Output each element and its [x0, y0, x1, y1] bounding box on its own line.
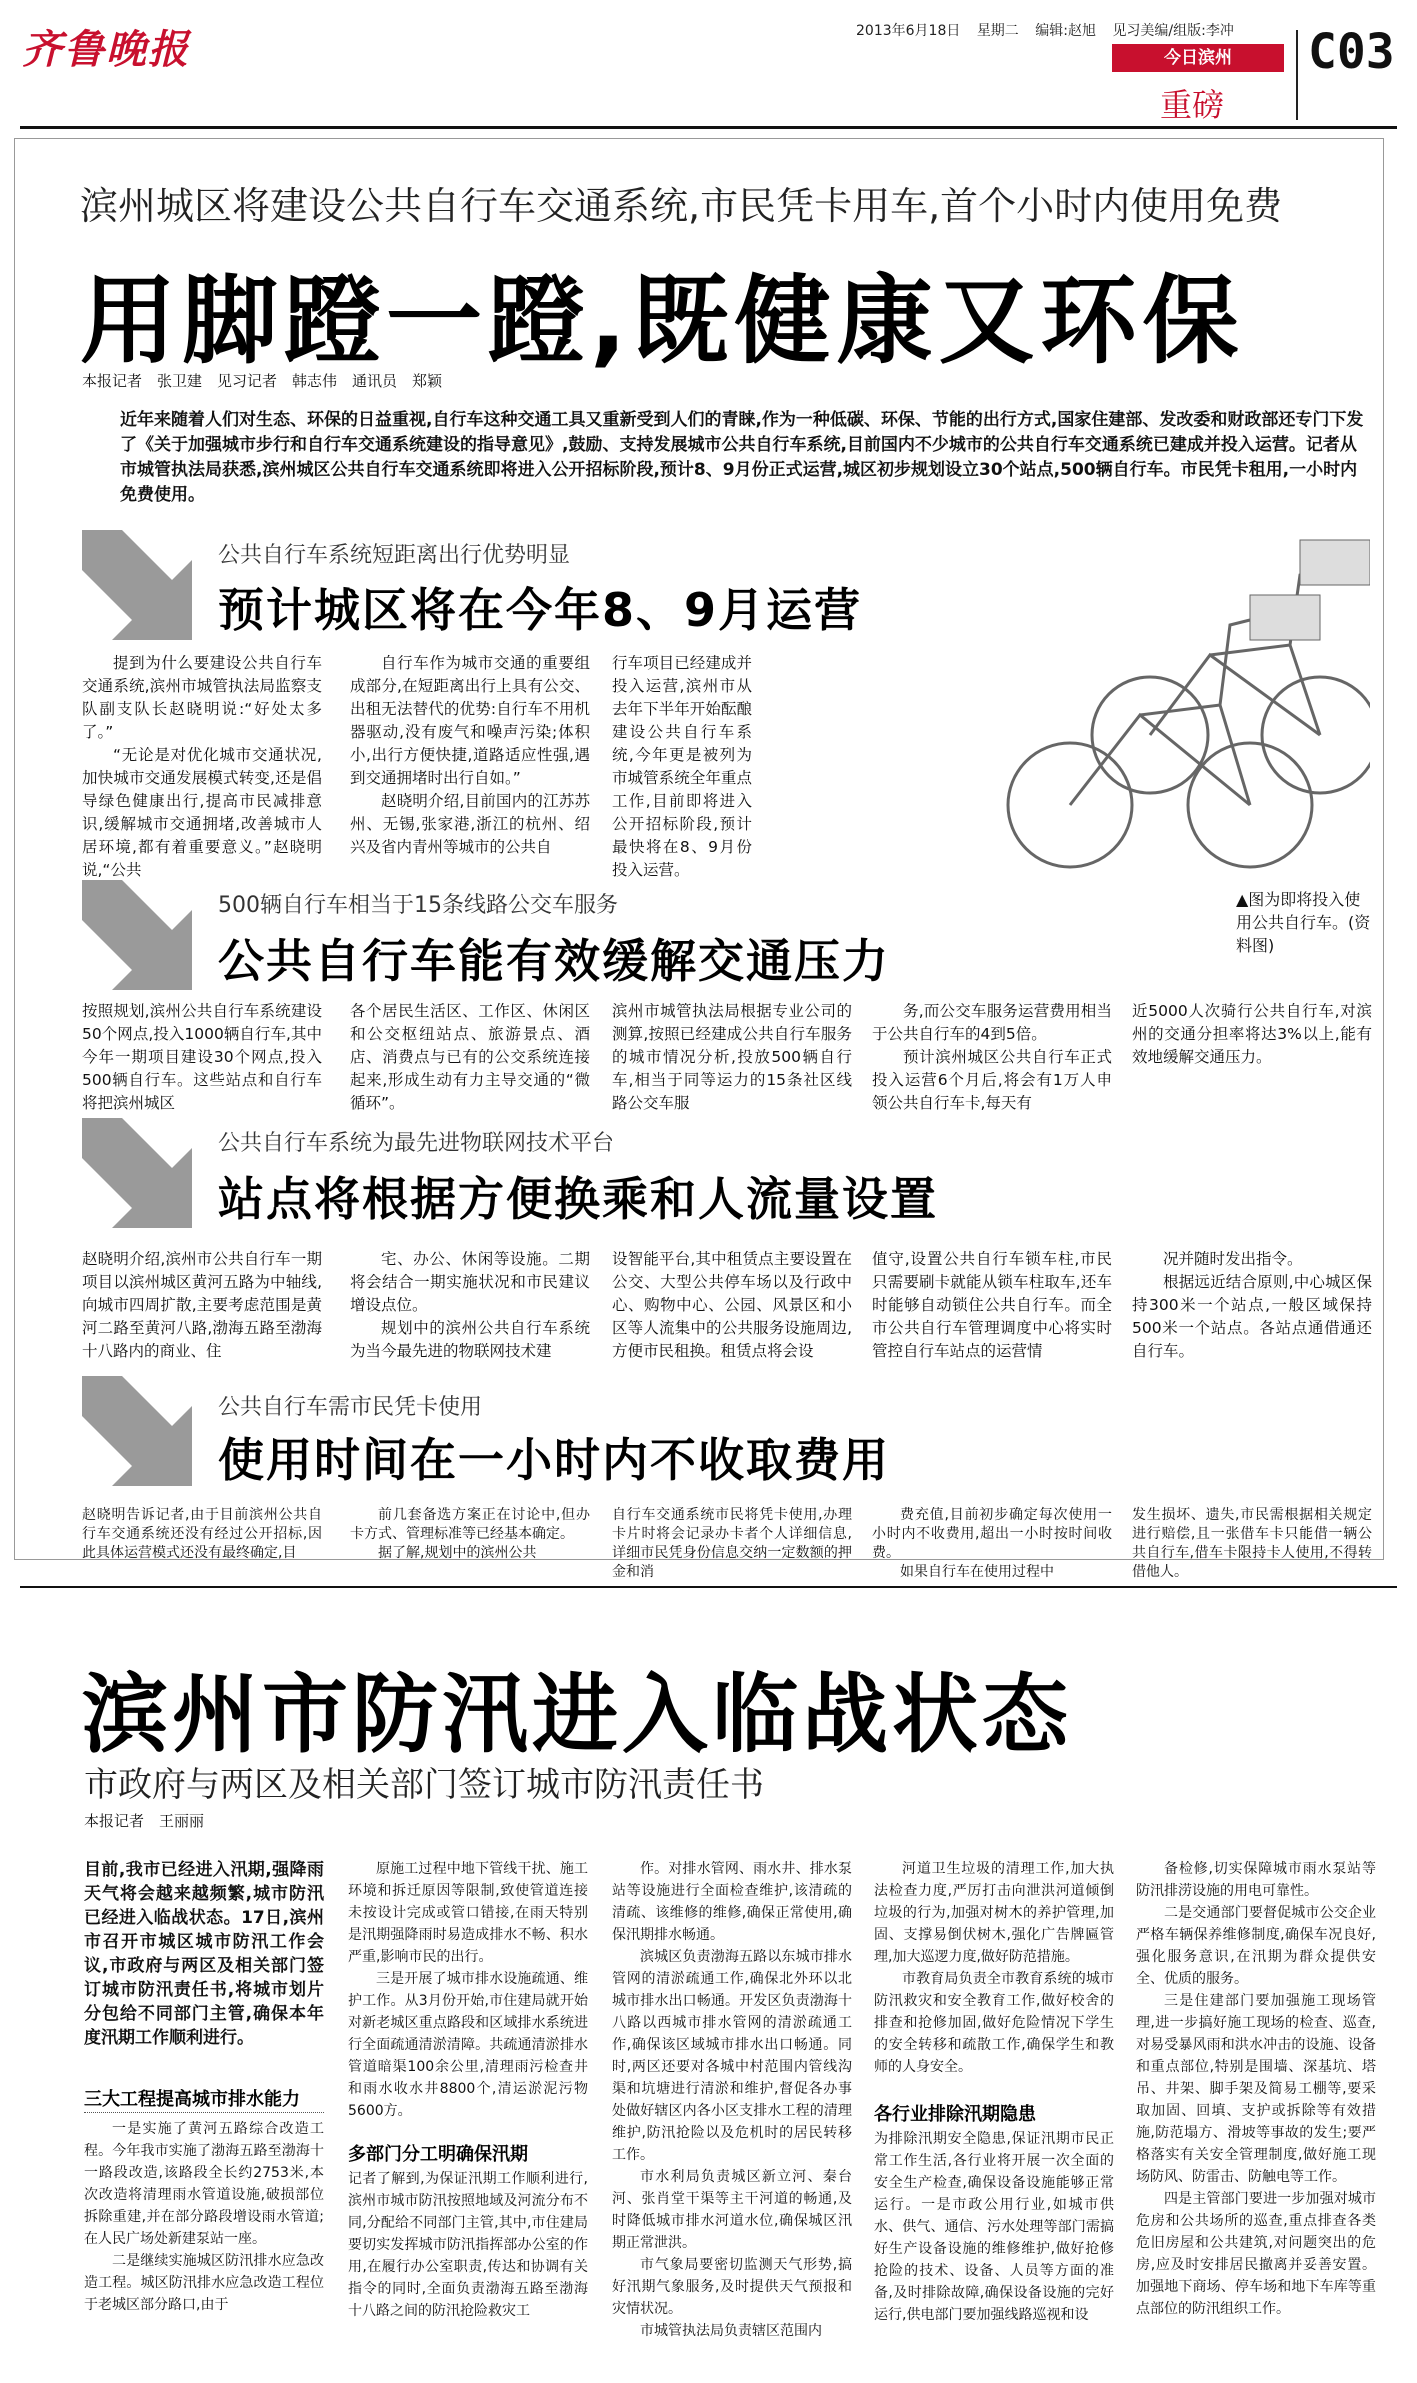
flood-kicker: 市政府与两区及相关部门签订城市防汛责任书: [84, 1765, 764, 1805]
section2-headline: 公共自行车能有效缓解交通压力: [218, 934, 890, 988]
masthead-rule: [20, 126, 1397, 129]
lead-byline: 本报记者 张卫建 见习记者 韩志伟 通讯员 郑颖: [82, 372, 443, 390]
section2-col5: 近5000人次骑行公共自行车,对滨州的交通分担率将达3%以上,能有效地缓解交通压力。: [1132, 1002, 1372, 1066]
section2-col3: 滨州市城管执法局根据专业公司的测算,按照已经建成公共自行车服务的城市情况分析,投放500辆自行车,相当于同等运力的15条社区线路公交车服: [612, 1002, 852, 1112]
section-tab: 今日滨州: [1112, 44, 1284, 72]
lead-lede: 近年来随着人们对生态、环保的日益重视,自行车这种交通工具又重新受到人们的青睐,作为一种低碳、环保、节能的出行方式,国家住建部、发改委和财政部还专门下发了《关于加强城市步行和自行车交通系统建设的指导意见》,鼓励、支持发展城市公共自行车系统,目前国内不少城市的公共自行车交通系统已建成并投入运营。记者从市城管执法局获悉,滨州城区公共自行车交通系统即将进入公开招标阶段,预计8、9月份正式运营,城区初步规划设立30个站点,500辆自行车。市民凭卡租用,一小时内免费使用。: [120, 410, 1364, 505]
section4-col1: 赵晓明告诉记者,由于目前滨州公共自行车交通系统还没有经过公开招标,因此具体运营模式还没有最终确定,目: [82, 1507, 322, 1561]
designer-credit: 见习美编/组版:李冲: [1112, 23, 1234, 39]
section1-col2: 自行车作为城市交通的重要组成部分,在短距离出行上具有公交、出租无法替代的优势:自行车不用机器驱动,没有废气和噪声污染;体积小,出行方便快捷,道路适应性强,遇到交通拥堵时出行自如。” 赵晓明介绍,目前国内的江苏苏州、无锡,张家港,浙江的杭州、绍兴及省内青州等城市的公共自: [350, 654, 590, 856]
flood-col2b: 记者了解到,为保证汛期工作顺利进行,滨州市城市防汛按照地域及河流分布不同,分配给不同部门主管,其中,市住建局要切实发挥城市防汛指挥部办公室的作用,在履行办公室职责,传达和协调有关指令的同时,全面负责渤海五路至渤海十八路之间的防汛抢险救灾工: [348, 2171, 588, 2319]
flood-col2: 原施工过程中地下管线干扰、施工环境和拆迁原因等限制,致使管道连接未按设计完成或管口错接,在雨天特别是汛期强降雨时易造成排水不畅、积水严重,影响市民的出行。 三是开展了城市排水设施疏通、维护工作。从3月份开始,市住建局就开始对新老城区重点路段和区域排水系统进行全面疏通清淤清障。共疏通清淤排水管道暗渠100余公里,清理雨污检查井和雨水收水井8800个,清运淤泥污物5600方。: [348, 1861, 588, 2119]
section3-col1: 赵晓明介绍,滨州市公共自行车一期项目以滨州城区黄河五路为中轴线,向城市四周扩散,主要考虑范围是黄河二路至黄河八路,渤海五路至渤海十八路内的商业、住: [82, 1250, 322, 1360]
section1-headline: 预计城区将在今年8、9月运营: [218, 583, 863, 637]
masthead-divider: [1296, 30, 1298, 120]
page-number: C03: [1308, 24, 1395, 80]
section4-col2: 前几套备选方案正在讨论中,但办卡方式、管理标准等已经基本确定。 据了解,规划中的滨州公共: [350, 1507, 590, 1561]
photo-caption: ▲图为即将投入使用公共自行车。(资料图): [1236, 890, 1371, 955]
story-divider: [20, 1586, 1397, 1588]
section1-col3: 行车项目已经建成并投入运营,滨州市从去年下半年开始酝酿建设公共自行车系统,今年更是被列为市城管系统全年重点工作,目前即将进入公开招标阶段,预计最快将在8、9月份投入运营。: [612, 654, 752, 879]
section2-col2: 各个居民生活区、工作区、休闲区和公交枢纽站点、旅游景点、酒店、消费点与已有的公交系统连接起来,形成生动有力主导交通的“微循环”。: [350, 1002, 590, 1112]
section2-col1: 按照规划,滨州公共自行车系统建设50个网点,投入1000辆自行车,其中今年一期项目建设30个网点,投入500辆自行车。这些站点和自行车将把滨州城区: [82, 1002, 322, 1112]
newspaper-logo: 齐鲁晚报: [22, 26, 190, 73]
arrow-marker-icon: [82, 1118, 192, 1228]
flood-col5: 备检修,切实保障城市雨水泵站等防汛排涝设施的用电可靠性。 二是交通部门要督促城市公交企业严格车辆保养维修制度,确保车况良好,强化服务意识,在汛期为群众提供安全、优质的服务。 三是住建部门要加强施工现场管理,进一步搞好施工现场的检查、巡查,对易受暴风雨和洪水冲击的设施、设备和重点部位,特别是围墙、深基坑、塔吊、井架、脚手架及简易工棚等,要采取加固、回填、支护或拆除等有效措施,防范塌方、滑坡等事故的发生;要严格落实有关安全管理制度,做好施工现场防风、防雷击、防触电等工作。 四是主管部门要进一步加强对城市危房和公共场所的巡查,重点排查各类危旧房屋和公共建筑,对问题突出的危房,应及时安排居民撤离并妥善安置。加强地下商场、停车场和地下车库等重点部位的防汛组织工作。: [1136, 1861, 1376, 2317]
issue-date: 2013年6月18日: [856, 23, 961, 39]
section3-col5: 况并随时发出指令。 根据远近结合原则,中心城区保持300米一个站点,一般区域保持500米一个站点。各站点通借通还自行车。: [1132, 1250, 1372, 1360]
section4-col4: 费充值,目前初步确定每次使用一小时内不收费用,超出一小时按时间收费。 如果自行车在使用过程中: [872, 1507, 1112, 1580]
section3-col3: 设智能平台,其中租赁点主要设置在公交、大型公共停车场以及行政中心、购物中心、公园、风景区和小区等人流集中的公共服务设施周边,方便市民租换。租赁点将会设: [612, 1250, 852, 1360]
bicycle-photo: [1000, 505, 1370, 905]
flood-col4b: 为排除汛期安全隐患,保证汛期市民正常工作生活,各行业将开展一次全面的安全生产检查,确保设备设施能够正常运行。一是市政公用行业,如城市供水、供气、通信、污水处理等部门需搞好生产设备设施的维修维护,做好抢修抢险的技术、设备、人员等方面的准备,及时排除故障,确保设备设施的完好运行,供电部门要加强线路巡视和设: [874, 2131, 1114, 2323]
section4-col3: 自行车交通系统市民将凭卡使用,办理卡片时将会记录办卡者个人详细信息,详细市民凭身份信息交纳一定数额的押金和消: [612, 1507, 852, 1580]
lead-kicker: 滨州城区将建设公共自行车交通系统,市民凭卡用车,首个小时内使用免费: [80, 184, 1283, 228]
issue-weekday: 星期二: [976, 23, 1019, 39]
arrow-marker-icon: [82, 1376, 192, 1486]
lead-headline: 用脚蹬一蹬,既健康又环保: [80, 265, 1245, 377]
editor-credit: 编辑:赵旭: [1035, 23, 1096, 39]
arrow-marker-icon: [82, 880, 192, 990]
section1-col1: 提到为什么要建设公共自行车交通系统,滨州市城管执法局监察支队副支队长赵晓明说:“好处太多了。” “无论是对优化城市交通状况,加快城市交通发展模式转变,还是倡导绿色健康出行,提高市民减排意识,缓解城市交通拥堵,改善城市人居环境,都有着重要意义。”赵晓明说,“公共: [82, 654, 322, 879]
flood-col4: 河道卫生垃圾的清理工作,加大执法检查力度,严厉打击向泄洪河道倾倒垃圾的行为,加强对树木的养护管理,加固、支撑易倒伏树木,强化广告牌匾管理,加大巡逻力度,做好防范措施。 市教育局负责全市教育系统的城市防汛救灾和安全教育工作,做好校舍的排查和抢修加固,做好危险情况下学生的安全转移和疏散工作,确保学生和教师的人身安全。: [874, 1861, 1114, 2075]
flood-col3: 作。对排水管网、雨水井、排水泵站等设施进行全面检查维护,该清疏的清疏、该维修的维修,确保正常使用,确保汛期排水畅通。 滨城区负责渤海五路以东城市排水管网的清淤疏通工作,确保北外环以北城市排水出口畅通。开发区负责渤海十八路以西城市排水管网的清淤疏通工作,确保该区域城市排水出口畅通。同时,两区还要对各城中村范围内管线沟渠和坑塘进行清淤和维护,督促各办事处做好辖区内各小区支排水工程的清理维护,防汛抢险以及危机时的居民转移工作。 市水利局负责城区新立河、秦台河、张肖堂干渠等主干河道的畅通,及时降低城市排水河道水位,确保城区汛期正常泄洪。 市气象局要密切监测天气形势,搞好汛期气象服务,及时提供天气预报和灾情状况。 市城管执法局负责辖区范围内: [612, 1861, 852, 2339]
flood-headline: 滨州市防汛进入临战状态: [82, 1665, 1072, 1765]
section-subtitle: 重磅: [1160, 86, 1225, 124]
flood-subhead-3: 各行业排除汛期隐患: [874, 2104, 1036, 2125]
arrow-marker-icon: [82, 530, 192, 640]
section3-col4: 值守,设置公共自行车锁车柱,市民只需要刷卡就能从锁车柱取车,还车时能够自动锁住公共自行车。而全市公共自行车管理调度中心将实时管控自行车站点的运营情: [872, 1250, 1112, 1360]
flood-subhead-2: 多部门分工明确保汛期: [348, 2144, 528, 2165]
section3-col2: 宅、办公、休闲等设施。二期将会结合一期实施状况和市民建议增设点位。 规划中的滨州公共自行车系统为当今最先进的物联网技术建: [350, 1250, 590, 1360]
section3-headline: 站点将根据方便换乘和人流量设置: [218, 1172, 938, 1226]
flood-byline: 本报记者 王丽丽: [84, 1812, 205, 1830]
flood-lede: 目前,我市已经进入汛期,强降雨天气将会越来越频繁,城市防汛已经进入临战状态。17日,滨州市召开市城区城市防汛工作会议,市政府与两区及相关部门签订城市防汛责任书,将城市划片分包给不同部门主管,确保本年度汛期工作顺利进行。: [84, 1860, 324, 2048]
subhead-rule: [84, 2112, 324, 2113]
section4-col5: 发生损坏、遗失,市民需根据相关规定进行赔偿,且一张借车卡只能借一辆公共自行车,借车卡限持卡人使用,不得转借他人。: [1132, 1507, 1372, 1580]
section4-kicker: 公共自行车需市民凭卡使用: [218, 1395, 483, 1420]
section3-kicker: 公共自行车系统为最先进物联网技术平台: [218, 1131, 615, 1156]
section1-kicker: 公共自行车系统短距离出行优势明显: [218, 543, 571, 568]
section2-kicker: 500辆自行车相当于15条线路公交车服务: [218, 893, 618, 918]
flood-col1: 一是实施了黄河五路综合改造工程。今年我市实施了渤海五路至渤海十一路段改造,该路段全长约2753米,本次改造将清理雨水管道设施,破损部位拆除重建,并在部分路段增设雨水管道;在人民广场处新建泵站一座。 二是继续实施城区防汛排水应急改造工程。城区防汛排水应急改造工程位于老城区部分路口,由于: [84, 2121, 324, 2313]
section4-headline: 使用时间在一小时内不收取费用: [218, 1433, 890, 1487]
section2-col4: 务,而公交车服务运营费用相当于公共自行车的4到5倍。 预计滨州城区公共自行车正式投入运营6个月后,将会有1万人申领公共自行车卡,每天有: [872, 1002, 1112, 1112]
issue-meta: [856, 20, 1246, 40]
flood-subhead-1: 三大工程提高城市排水能力: [84, 2089, 300, 2110]
